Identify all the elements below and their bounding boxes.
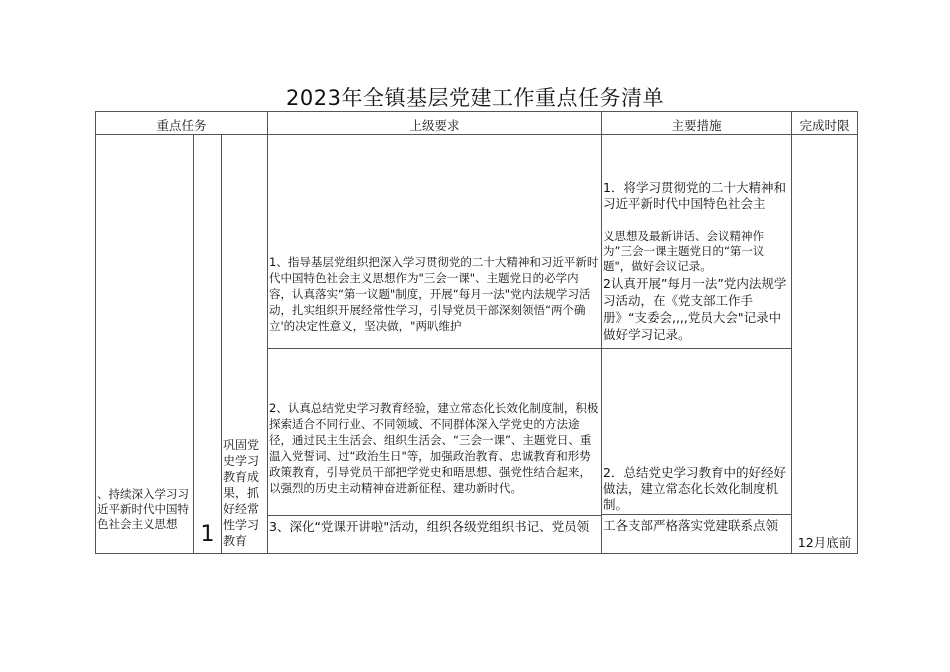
right-border xyxy=(857,111,858,554)
header-bottom-border xyxy=(95,134,858,135)
measure-1-b: 义思想及最新讲话、会议精神作为”三会一课主题党日的“第一议题"，做好会议记录。 xyxy=(603,229,765,273)
requirement-1: 1、指导基层党组织把深入学习贯彻党的二十大精神和习近平新时代中国特色社会主义思想作为"三会一课"、主题党日的必学内容，认真落实“第一议题"制度，开展“每月一法"党内法规学习活动，扎实组织开展经常性学习，引导党员干部深刻领悟“两个确立'的决定性意义，坚决做，"两叭维护 xyxy=(269,255,599,333)
measure-3: 工各支部严格落实党建联系点领 xyxy=(603,518,779,533)
header-measure: 主要措施 xyxy=(671,118,722,133)
col-measure-left xyxy=(601,111,602,554)
header-requirement: 上级要求 xyxy=(409,118,460,133)
table-bottom-border xyxy=(95,553,858,554)
row1-divider xyxy=(267,348,791,349)
deadline: 12月底前 xyxy=(797,535,852,550)
requirement-2: 2、认真总结党史学习教育经验，建立常态化长效化制度制，积极探索适合不同行业、不同领域、不同群体深入学党史的方法途径，通过民主生活会、组织生活会、“三会一课”、主题党日、重温入党誓词、过“政治生日"等，加强政治教育、忠诚教育和形势政策教育，引导党员干部把学党史和晤思想、强党性结合起来，以强烈的历史主动精神奋进新征程、建功新时代。 xyxy=(269,401,599,495)
measure-1-a: 1．将学习贯彻党的二十大精神和习近平新时代中国特色社会主 xyxy=(603,180,786,211)
header-deadline: 完成时限 xyxy=(799,118,850,133)
row3-divider-req xyxy=(267,515,601,516)
header-task: 重点任务 xyxy=(156,118,207,133)
task-category: 、持续深入学习习近平新时代中国特色社会主义思想 xyxy=(97,487,189,531)
measure-1-c: 2认真开展”每月一法”党内法规学习活动，在《党支部工作手册》“支委会,,,,党员大会"记录中做好学习记录。 xyxy=(603,276,787,342)
task-number: 1 xyxy=(200,522,215,547)
measure-2: 2．总结党史学习教育中的好经好做法，建立常态化长效化制度机制。 xyxy=(603,465,786,512)
requirement-3: 3、深化“党课开讲啦"活动，组织各级党组织书记、党员领 xyxy=(269,519,590,534)
col-subtask-left xyxy=(221,135,222,554)
row3-divider-meas xyxy=(601,514,791,515)
col-deadline-left xyxy=(791,111,792,554)
col-requirement-left xyxy=(267,111,268,554)
page-title: 2023年全镇基层党建工作重点任务清单 xyxy=(286,86,664,110)
subtask-name: 巩固党史学习教育成果，抓好经常性学习教育 xyxy=(223,438,260,548)
left-border xyxy=(95,111,96,554)
table-top-border xyxy=(95,111,858,112)
col-number-left xyxy=(193,135,194,554)
